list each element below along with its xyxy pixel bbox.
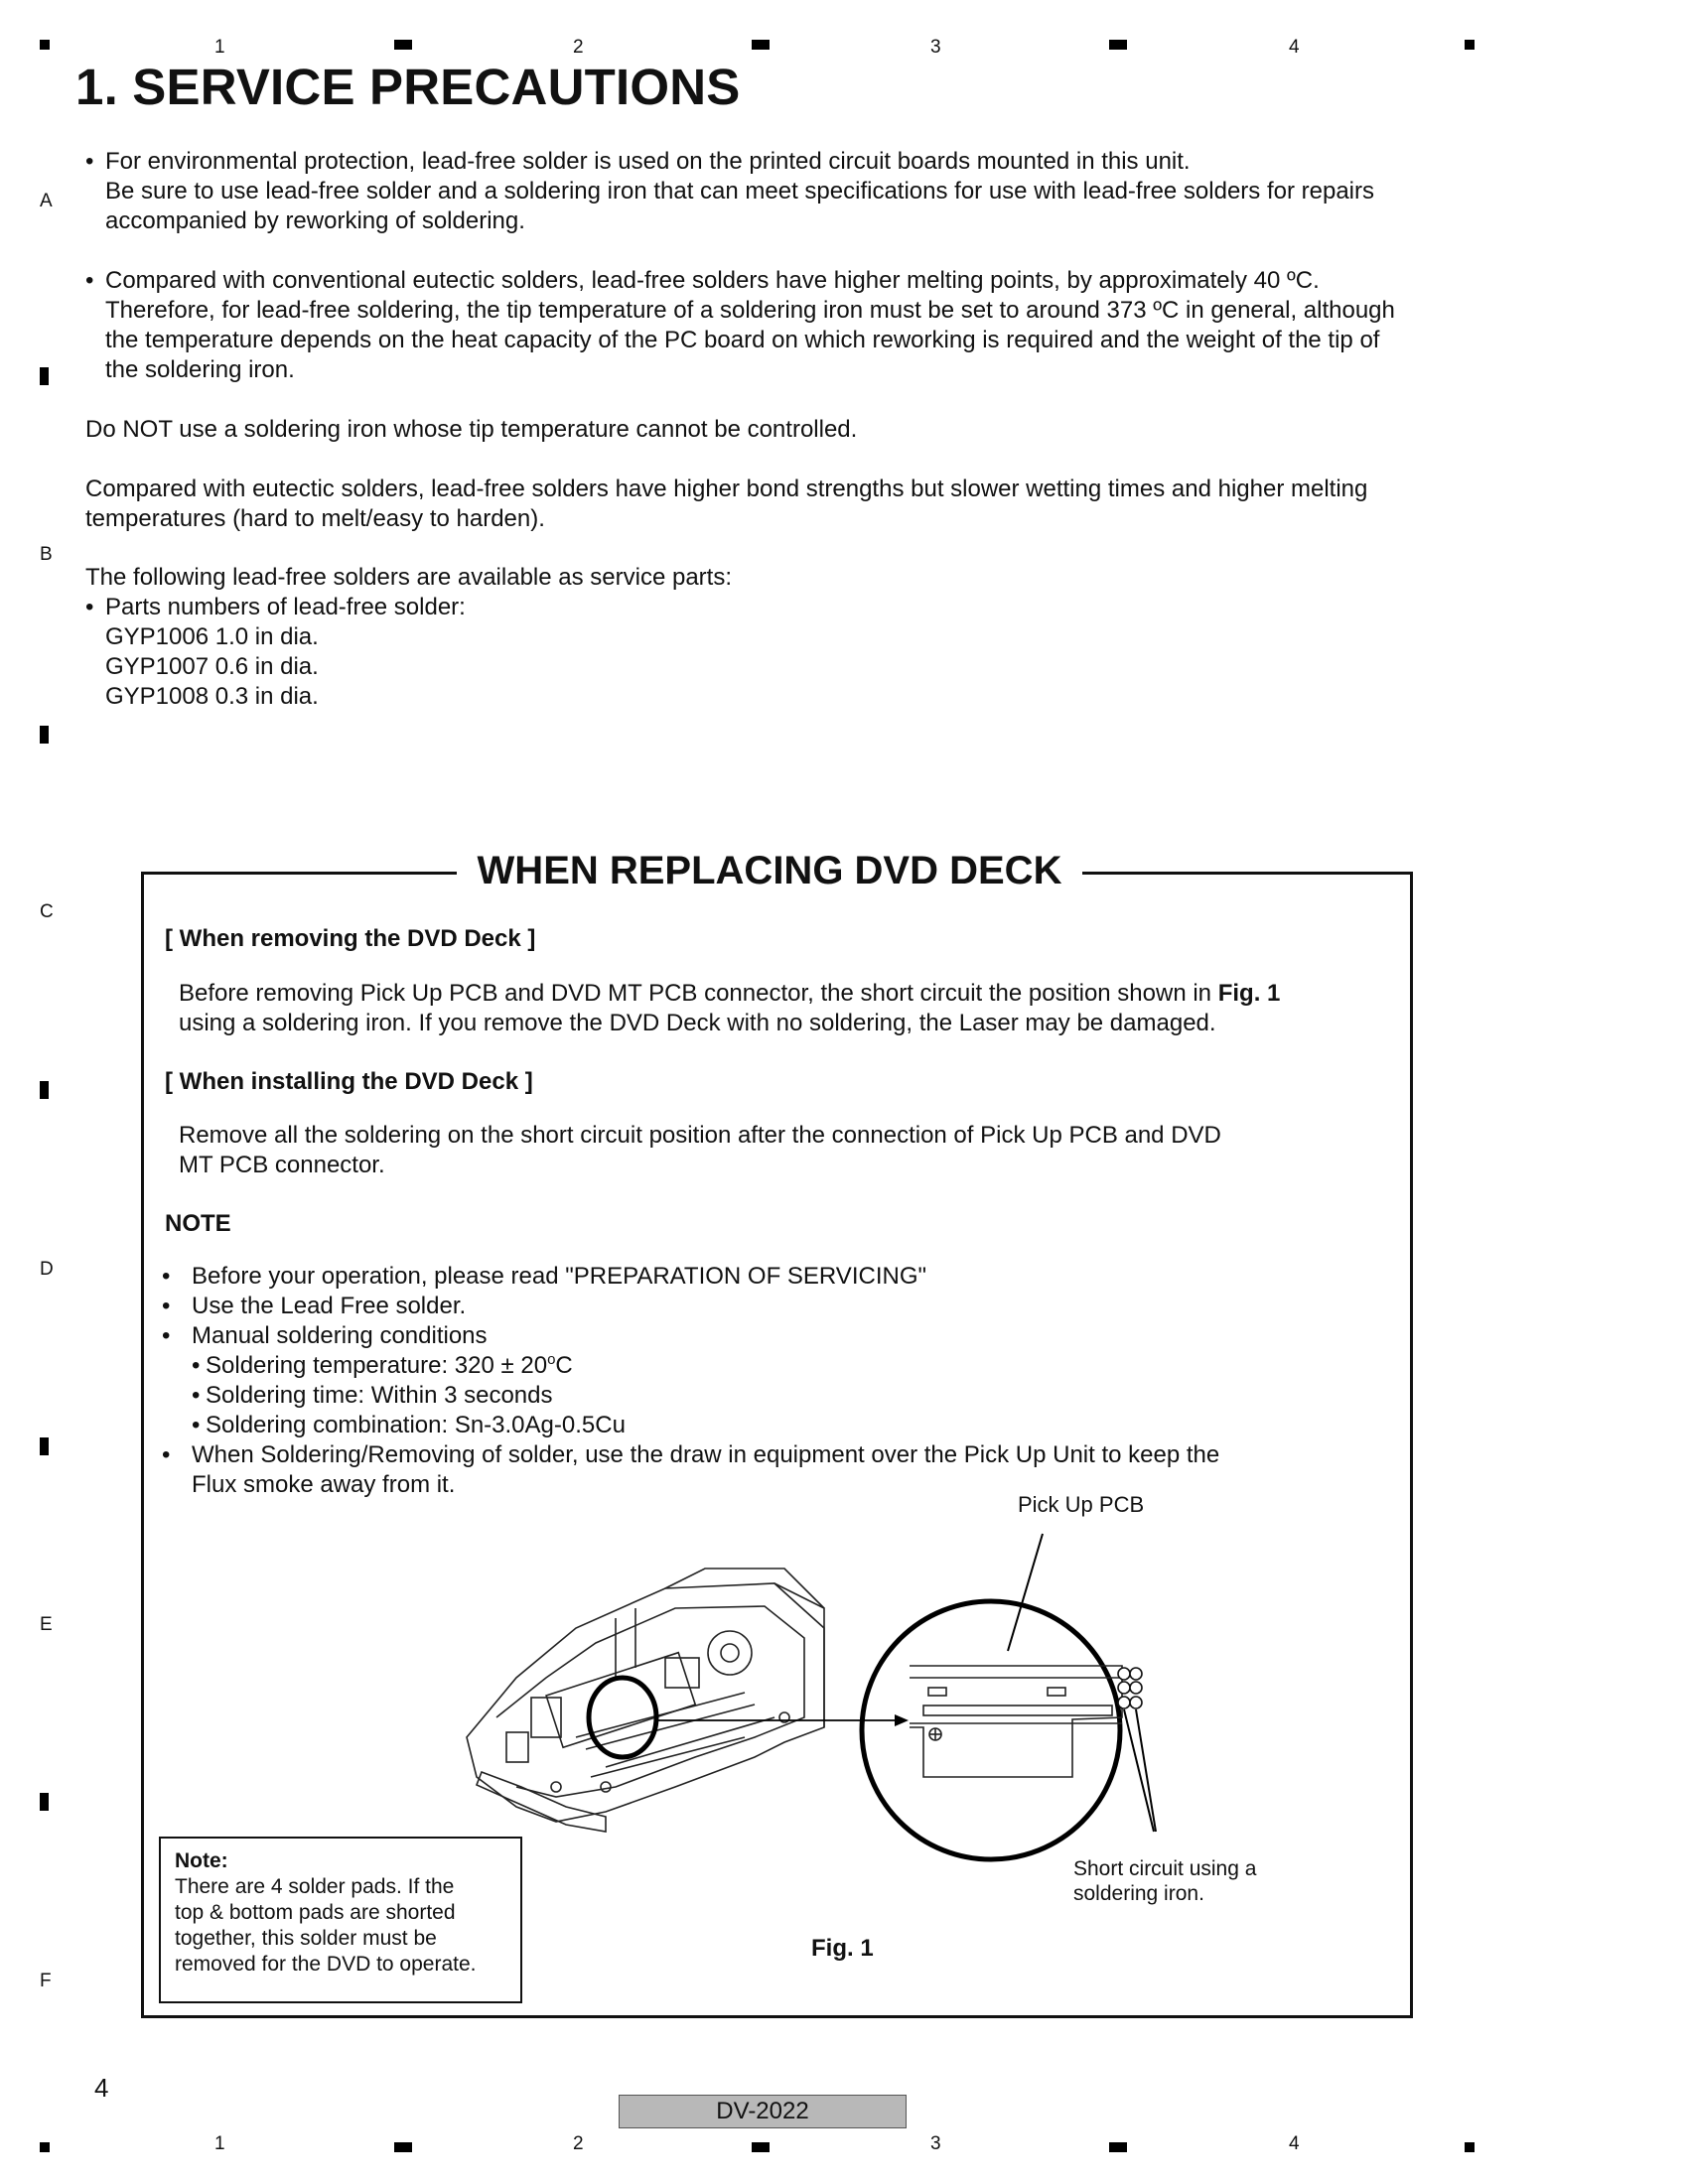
grid-mark-side (40, 1081, 49, 1099)
bullet-icon: • (192, 1382, 201, 1409)
degree-superscript: o (547, 1351, 556, 1368)
grid-column-number: 4 (1289, 37, 1300, 58)
grid-column-number: 2 (573, 37, 584, 58)
motor-block (506, 1732, 528, 1762)
sub-item-text: Soldering combination: Sn-3.0Ag-0.5Cu (206, 1412, 626, 1438)
deck-base-plate (477, 1772, 606, 1832)
list-item-text: Manual soldering conditions (192, 1322, 488, 1349)
grid-mark-bottom (1109, 2142, 1127, 2152)
rear-wall (665, 1569, 824, 1608)
bullet-icon: • (192, 1352, 201, 1379)
corner-mark-bottom-right (1465, 2142, 1475, 2152)
part-number: GYP1006 1.0 in dia. (105, 623, 319, 650)
sub-list-item (162, 1351, 1353, 1381)
grid-mark-bottom (752, 2142, 770, 2152)
figure-caption: Fig. 1 (811, 1935, 874, 1962)
text-line: using a soldering iron. If you remove the DVD Deck with no soldering, the Laser may be damaged. (179, 1010, 1216, 1036)
grid-row-letter: A (40, 191, 53, 211)
text-line: removed for the DVD to operate. (175, 1953, 477, 1976)
grid-column-number: 1 (214, 2133, 225, 2154)
text-line: For environmental protection, lead-free solder is used on the printed circuit boards mounted in this unit. (105, 148, 1191, 175)
grid-mark-side (40, 1437, 49, 1455)
comparison-text (85, 475, 1476, 534)
list-item-text: Flux smoke away from it. (192, 1471, 456, 1498)
bullet-icon: • (85, 594, 94, 620)
grid-mark-side (40, 367, 49, 385)
part-number: GYP1008 0.3 in dia. (105, 683, 319, 710)
solder-pad (1130, 1682, 1142, 1694)
parts-intro: The following lead-free solders are available as service parts: (85, 564, 732, 591)
note-box-title: Note: (175, 1849, 228, 1872)
corner-mark-top-right (1465, 40, 1475, 50)
text-line: MT PCB connector. (179, 1152, 385, 1178)
grid-column-number: 3 (930, 2133, 941, 2154)
installing-instructions (179, 1121, 1370, 1180)
text-line: Be sure to use lead-free solder and a soldering iron that can meet specifications for use with lead-free solders for repairs (105, 178, 1374, 205)
list-item (162, 1262, 1353, 1292)
text-line: temperatures (hard to melt/easy to harden). (85, 505, 545, 532)
grid-mark-top (752, 40, 770, 50)
pointer-arrow-head (895, 1714, 909, 1726)
note-list (162, 1262, 1353, 1500)
sub-list-item (162, 1381, 1353, 1411)
removing-heading: [ When removing the DVD Deck ] (165, 925, 536, 952)
note-heading: NOTE (165, 1210, 231, 1237)
grid-mark-side (40, 1793, 49, 1811)
corner-mark-bottom-left (40, 2142, 50, 2152)
grid-row-letter: D (40, 1259, 54, 1280)
bullet-icon: • (162, 1263, 171, 1290)
text-line: Therefore, for lead-free soldering, the tip temperature of a soldering iron must be set to around 373 ºC in general, although (105, 297, 1395, 324)
bullet-lead-free-usage (85, 147, 1476, 236)
solder-pads (1118, 1668, 1142, 1708)
spindle-motor (708, 1631, 752, 1675)
text-line: accompanied by reworking of soldering. (105, 207, 525, 234)
solder-pad (1118, 1682, 1130, 1694)
text-line: There are 4 solder pads. If the (175, 1875, 455, 1898)
grid-mark-top (1109, 40, 1127, 50)
rail (576, 1693, 745, 1737)
text-line: the temperature depends on the heat capacity of the PC board on which reworking is required and the weight of the tip of (105, 327, 1380, 353)
dvd-deck-drawing (467, 1569, 824, 1832)
magnified-detail-circle (862, 1601, 1120, 1859)
list-item (162, 1292, 1353, 1321)
solder-pad (1130, 1668, 1142, 1680)
parts-section (85, 563, 1476, 712)
sub-list-item (162, 1411, 1353, 1440)
fig-reference: Fig. 1 (1217, 980, 1281, 1007)
grid-row-letter: B (40, 544, 53, 565)
bullet-icon: • (162, 1322, 171, 1349)
deck-inner-frame (496, 1606, 804, 1797)
grid-mark-side (40, 726, 49, 744)
text-line: Compared with eutectic solders, lead-free solders have higher bond strengths but slower wetting times and higher melting (85, 476, 1368, 502)
grid-column-number: 3 (930, 37, 941, 58)
dvd-deck-title: WHEN REPLACING DVD DECK (457, 847, 1082, 894)
text-line: Compared with conventional eutectic solders, lead-free solders have higher melting points, by approximately 40 ºC. (105, 267, 1320, 294)
grid-column-number: 1 (214, 37, 225, 58)
screw (601, 1782, 611, 1792)
deck-tray (546, 1653, 695, 1748)
grid-column-number: 2 (573, 2133, 584, 2154)
installing-heading: [ When installing the DVD Deck ] (165, 1068, 533, 1095)
bullet-icon: • (85, 267, 94, 294)
spindle-hub (721, 1644, 739, 1662)
text-line: the soldering iron. (105, 356, 295, 383)
sub-item-text: Soldering time: Within 3 seconds (206, 1382, 553, 1409)
unit-text: C (555, 1352, 573, 1379)
screw (551, 1782, 561, 1792)
short-circuit-label (1073, 1856, 1256, 1906)
part-number: GYP1007 0.6 in dia. (105, 653, 319, 680)
text-line: Before removing Pick Up PCB and DVD MT PCB connector, the short circuit the position shown in (179, 980, 1212, 1007)
text-line: Remove all the soldering on the short circuit position after the connection of Pick Up PCB and DVD (179, 1122, 1221, 1149)
page-title: 1. SERVICE PRECAUTIONS (75, 59, 741, 115)
text-line: together, this solder must be (175, 1927, 437, 1950)
bullet-icon: • (85, 148, 94, 175)
gear-block (531, 1698, 561, 1737)
grid-row-letter: C (40, 901, 54, 922)
grid-row-letter: E (40, 1614, 53, 1635)
warning-text: Do NOT use a soldering iron whose tip temperature cannot be controlled. (85, 416, 858, 443)
list-item-text: Use the Lead Free solder. (192, 1293, 467, 1319)
bullet-icon: • (162, 1293, 171, 1319)
list-item-text: When Soldering/Removing of solder, use the draw in equipment over the Pick Up Unit to keep the (192, 1441, 1220, 1468)
solder-pad (1130, 1697, 1142, 1708)
text-line: Short circuit using a (1073, 1857, 1257, 1880)
pickup-pcb-leader (1008, 1534, 1043, 1651)
text-line: soldering iron. (1073, 1882, 1204, 1905)
bullet-icon: • (162, 1441, 171, 1468)
rail (586, 1705, 755, 1749)
highlight-circle-small (589, 1678, 656, 1757)
solder-pad (1118, 1668, 1130, 1680)
pickup-pcb-label: Pick Up PCB (1018, 1492, 1145, 1517)
page-number: 4 (94, 2073, 109, 2103)
bullet-melting-point (85, 266, 1476, 385)
grid-mark-bottom (394, 2142, 412, 2152)
magnified-pcb (910, 1666, 1122, 1777)
parts-label: Parts numbers of lead-free solder: (105, 594, 466, 620)
grid-column-number: 4 (1289, 2133, 1300, 2154)
solder-pad (1118, 1697, 1130, 1708)
model-number-badge: DV-2022 (619, 2095, 907, 2128)
text-line: top & bottom pads are shorted (175, 1901, 456, 1924)
removing-instructions (179, 979, 1370, 1038)
solder-pad-note-box (159, 1837, 522, 2003)
bullet-icon: • (192, 1412, 201, 1438)
sub-item-text: Soldering temperature: 320 ± 20 (206, 1352, 548, 1379)
list-item (162, 1321, 1353, 1351)
grid-mark-top (394, 40, 412, 50)
list-item-text: Before your operation, please read "PREPARATION OF SERVICING" (192, 1263, 927, 1290)
grid-row-letter: F (40, 1971, 52, 1991)
corner-mark-top-left (40, 40, 50, 50)
